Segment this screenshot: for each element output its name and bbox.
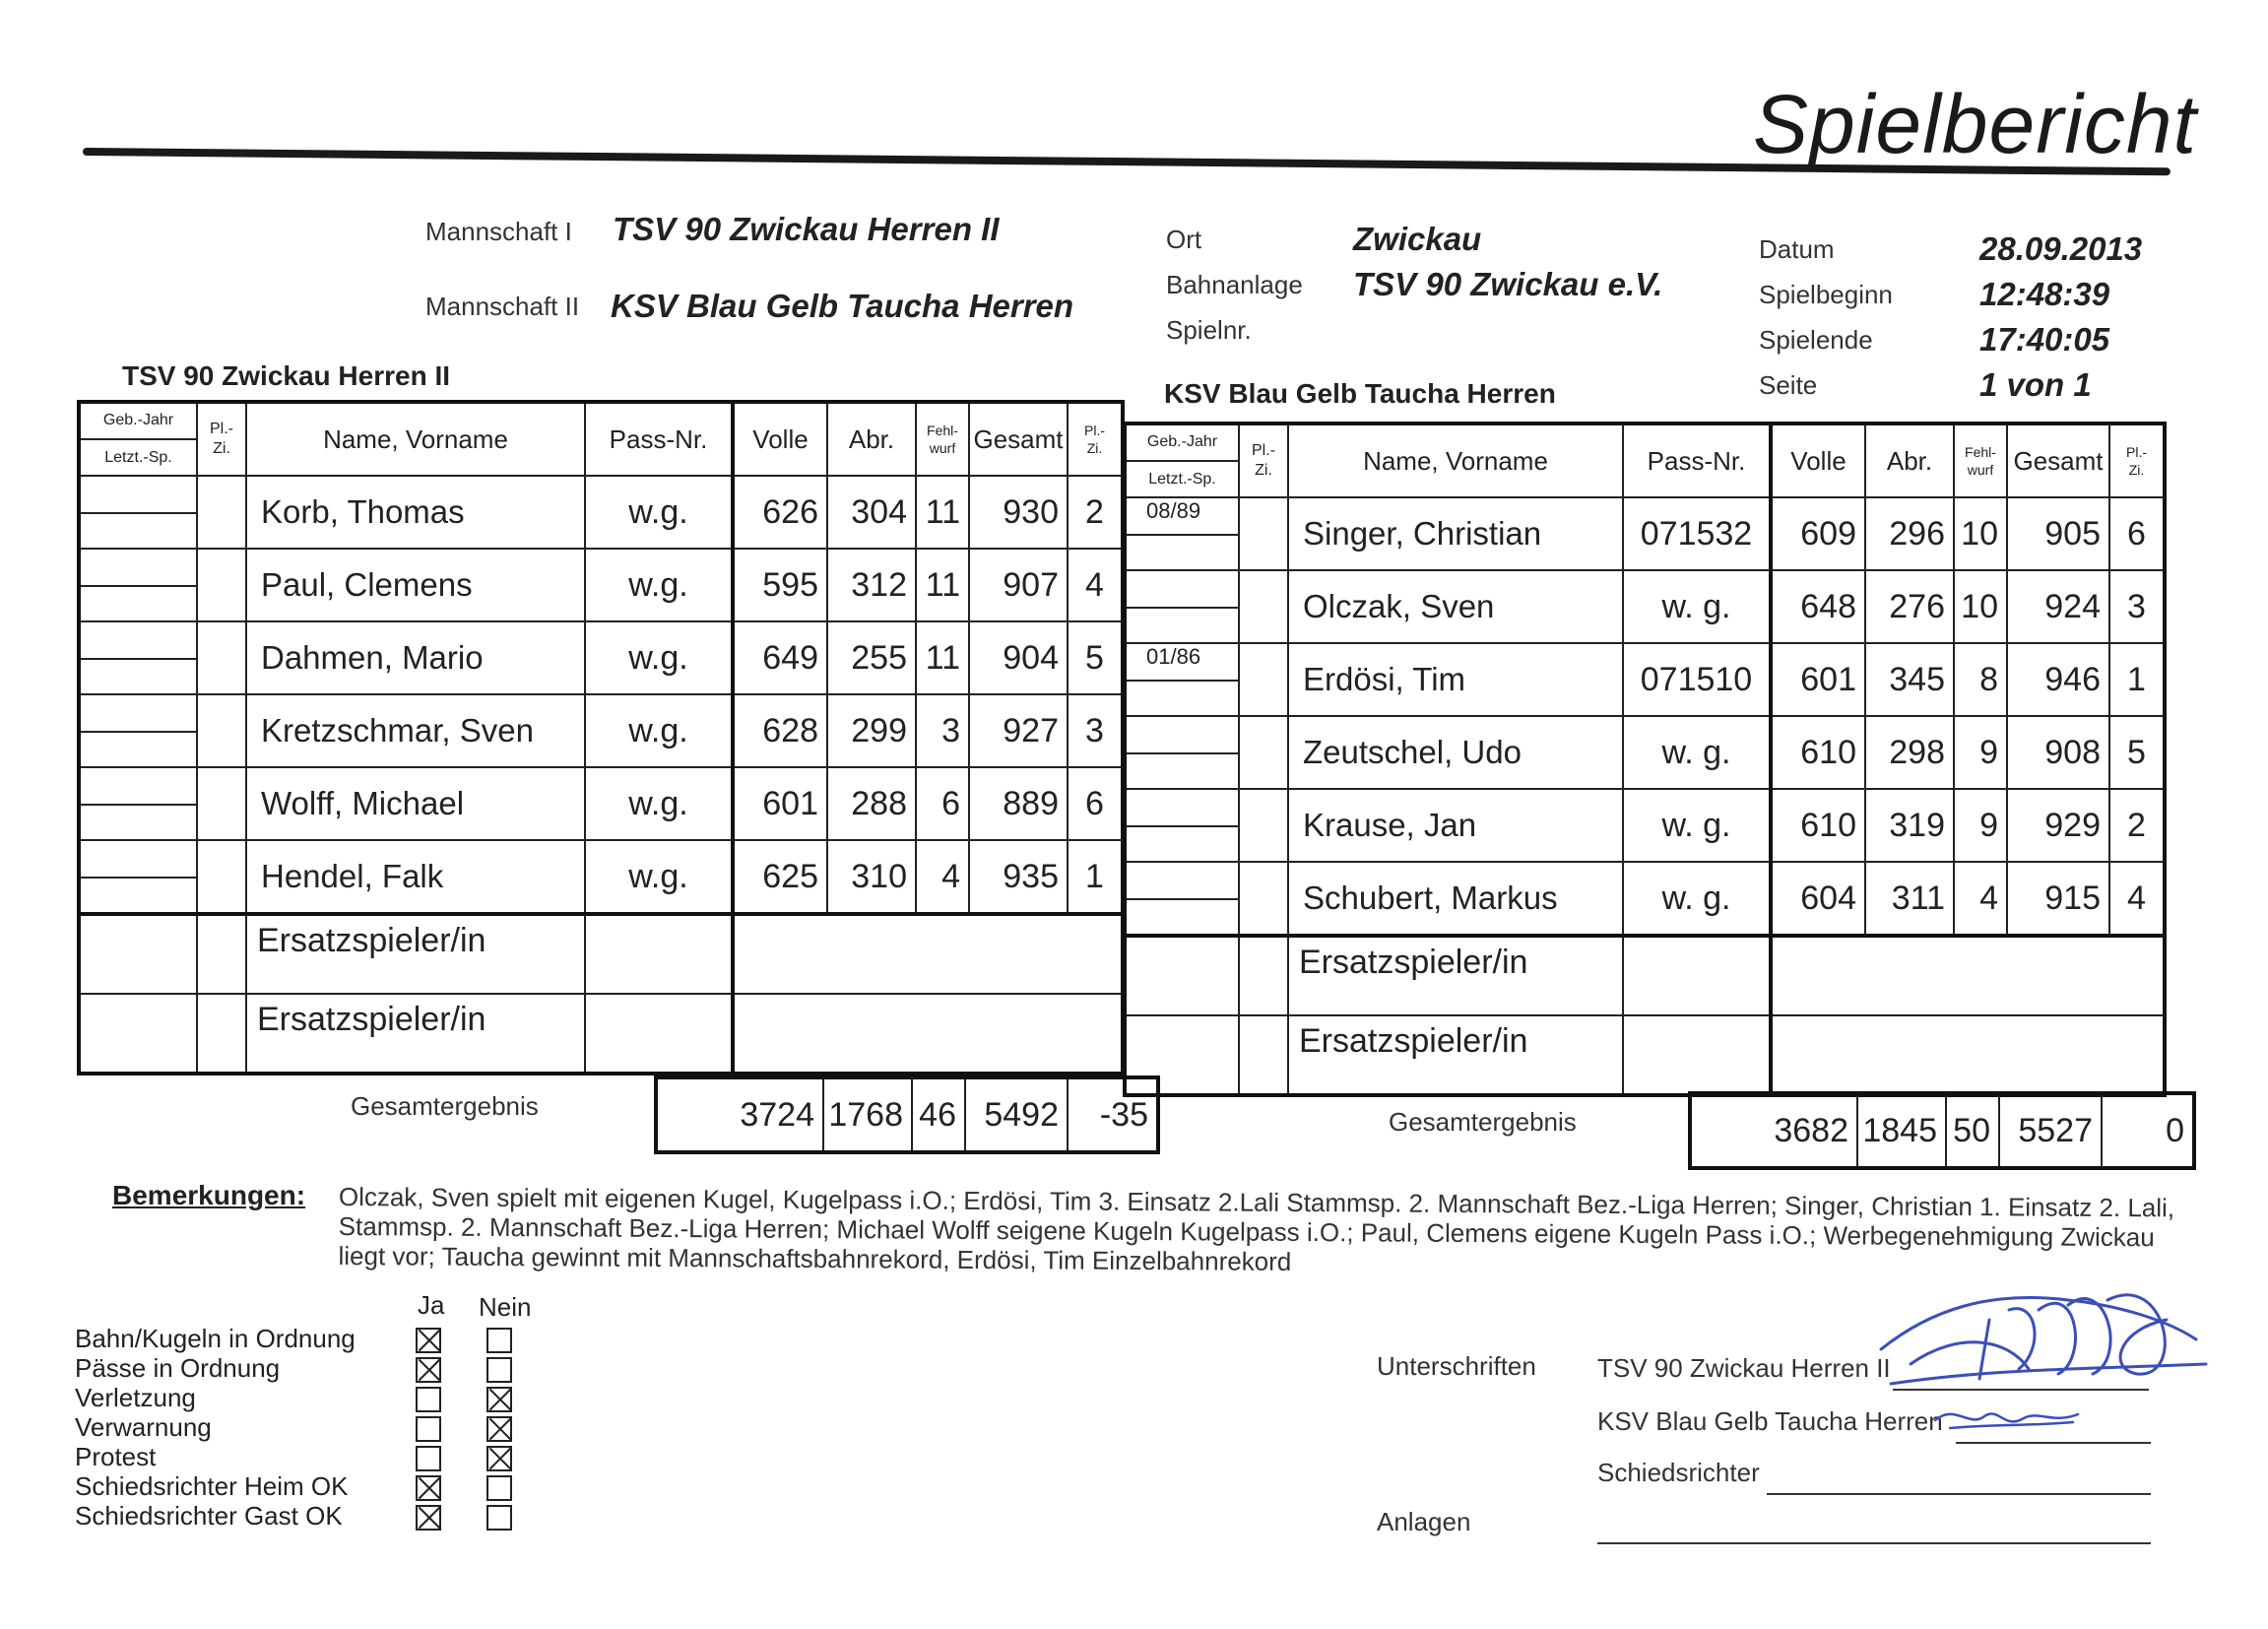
sig-schiedsrichter-line bbox=[1767, 1493, 2151, 1495]
player-name: Korb, Thomas bbox=[246, 476, 585, 549]
player-row bbox=[1125, 862, 2165, 936]
checkbox-ja[interactable] bbox=[416, 1387, 441, 1412]
pass-nr: w.g. bbox=[585, 840, 733, 914]
platz-value: 2 bbox=[2109, 789, 2165, 862]
fehlwurf-value: 11 bbox=[916, 549, 969, 621]
checkbox-nein[interactable] bbox=[486, 1475, 512, 1501]
pl-zi-left-cell bbox=[1239, 716, 1288, 789]
player-name: Hendel, Falk bbox=[246, 840, 585, 914]
platz-value: 1 bbox=[2109, 643, 2165, 716]
ersatz1-plzi bbox=[197, 914, 246, 994]
abr-value: 310 bbox=[827, 840, 916, 914]
gesamt-value: 946 bbox=[2007, 643, 2109, 716]
ersatz3-pass bbox=[1623, 936, 1771, 1015]
pl-zi-header-2 bbox=[2109, 424, 2165, 497]
bahnanlage-label: Bahnanlage bbox=[1166, 270, 1303, 299]
geb-jahr-cell bbox=[79, 549, 197, 621]
pl-zi-left-label-b: Zi. bbox=[213, 440, 230, 457]
geb-divider bbox=[81, 804, 196, 806]
platz-value: 3 bbox=[2109, 570, 2165, 643]
team2-total-volle: 3682 bbox=[1690, 1093, 1857, 1168]
sig-schiedsrichter-label: Schiedsrichter bbox=[1597, 1458, 1760, 1487]
geb-divider bbox=[1127, 898, 1238, 900]
spielbeginn-value: 12:48:39 bbox=[1979, 276, 2110, 312]
fehlwurf-header-2 bbox=[1954, 424, 2007, 497]
team2-total-abr: 1845 bbox=[1857, 1093, 1946, 1168]
volle-value: 610 bbox=[1771, 716, 1865, 789]
gesamt-value: 935 bbox=[969, 840, 1068, 914]
geb-divider bbox=[81, 877, 196, 879]
team1-gesamt-label: Gesamtergebnis bbox=[351, 1091, 539, 1121]
geb-jahr-header bbox=[79, 402, 197, 476]
ersatz3-label: Ersatzspieler/in bbox=[1288, 936, 1623, 1015]
ersatz2-pass bbox=[585, 994, 733, 1074]
volle-value: 601 bbox=[1771, 643, 1865, 716]
fehlwurf-value: 9 bbox=[1954, 716, 2007, 789]
geb-jahr-cell bbox=[1125, 497, 1239, 570]
anlagen-line bbox=[1597, 1542, 2151, 1544]
pl-zi-label-2b: Zi. bbox=[2128, 462, 2145, 478]
gesamt-value: 905 bbox=[2007, 497, 2109, 570]
name-header-2: Name, Vorname bbox=[1288, 424, 1623, 497]
team2-table bbox=[1123, 422, 2167, 1097]
team1-total-gesamt: 5492 bbox=[965, 1077, 1068, 1152]
team1-table bbox=[77, 400, 1125, 1075]
unterschriften-label: Unterschriften bbox=[1377, 1351, 1536, 1381]
team1-total-abr: 1768 bbox=[823, 1077, 912, 1152]
gesamt-value: 904 bbox=[969, 621, 1068, 694]
checkbox-nein[interactable] bbox=[486, 1328, 512, 1353]
mannschaft1-value: TSV 90 Zwickau Herren II bbox=[613, 211, 1000, 247]
player-name: Erdösi, Tim bbox=[1288, 643, 1623, 716]
player-name: Kretzschmar, Sven bbox=[246, 694, 585, 767]
abr-value: 276 bbox=[1865, 570, 1954, 643]
geb-jahr-cell bbox=[1125, 789, 1239, 862]
geb-jahr-cell bbox=[1125, 716, 1239, 789]
geb-divider bbox=[1127, 680, 1238, 682]
player-row bbox=[1125, 570, 2165, 643]
team2-heading: KSV Blau Gelb Taucha Herren bbox=[1164, 378, 1556, 409]
geb-jahr-cell bbox=[79, 767, 197, 840]
volle-value: 628 bbox=[733, 694, 827, 767]
geb-jahr-cell bbox=[79, 476, 197, 549]
pl-zi-left-cell bbox=[197, 694, 246, 767]
abr-value: 312 bbox=[827, 549, 916, 621]
platz-value: 1 bbox=[1068, 840, 1123, 914]
gesamt-header: Gesamt bbox=[969, 402, 1068, 476]
geb-jahr-cell bbox=[1125, 862, 1239, 936]
abr-value: 299 bbox=[827, 694, 916, 767]
fehlwurf-header bbox=[916, 402, 969, 476]
ersatz2-geb bbox=[79, 994, 197, 1074]
mannschaft1-label: Mannschaft I bbox=[425, 217, 572, 246]
player-name: Zeutschel, Udo bbox=[1288, 716, 1623, 789]
checklist-item-label: Verletzung bbox=[75, 1383, 196, 1412]
pass-nr: w. g. bbox=[1623, 862, 1771, 936]
pass-nr: 071532 bbox=[1623, 497, 1771, 570]
checklist-item-label: Verwarnung bbox=[75, 1412, 212, 1442]
abr-header: Abr. bbox=[827, 402, 916, 476]
volle-value: 648 bbox=[1771, 570, 1865, 643]
gesamt-value: 889 bbox=[969, 767, 1068, 840]
abr-value: 255 bbox=[827, 621, 916, 694]
checkbox-nein[interactable] bbox=[486, 1387, 512, 1412]
sig-team1-label: TSV 90 Zwickau Herren II bbox=[1597, 1353, 1891, 1383]
pl-zi-left-cell bbox=[197, 621, 246, 694]
volle-value: 649 bbox=[733, 621, 827, 694]
volle-header-2: Volle bbox=[1771, 424, 1865, 497]
volle-value: 625 bbox=[733, 840, 827, 914]
player-row bbox=[79, 621, 1123, 694]
pl-zi-left-cell bbox=[1239, 789, 1288, 862]
seite-label: Seite bbox=[1759, 370, 1818, 400]
pl-zi-left-label-2b: Zi. bbox=[1255, 462, 1272, 479]
gesamt-value: 924 bbox=[2007, 570, 2109, 643]
pl-zi-label-2a: Pl.- bbox=[2126, 444, 2147, 460]
ersatz2-plzi bbox=[197, 994, 246, 1074]
ort-label: Ort bbox=[1166, 225, 1202, 254]
platz-value: 5 bbox=[2109, 716, 2165, 789]
pl-zi-left-cell bbox=[1239, 570, 1288, 643]
gesamt-value: 929 bbox=[2007, 789, 2109, 862]
platz-value: 5 bbox=[1068, 621, 1123, 694]
datum-value: 28.09.2013 bbox=[1979, 230, 2143, 267]
fehlwurf-value: 4 bbox=[916, 840, 969, 914]
fehlwurf-value: 9 bbox=[1954, 789, 2007, 862]
pl-zi-header bbox=[1068, 402, 1123, 476]
datum-label: Datum bbox=[1759, 234, 1835, 264]
player-row bbox=[79, 694, 1123, 767]
player-name: Schubert, Markus bbox=[1288, 862, 1623, 936]
fehlwurf-label-a: Fehl- bbox=[927, 423, 958, 438]
abr-value: 296 bbox=[1865, 497, 1954, 570]
checkbox-nein[interactable] bbox=[486, 1505, 512, 1531]
page-title: Spielbericht bbox=[1753, 78, 2197, 170]
platz-value: 4 bbox=[1068, 549, 1123, 621]
pl-zi-left-cell bbox=[197, 840, 246, 914]
fehlwurf-value: 8 bbox=[1954, 643, 2007, 716]
pl-zi-left-label-2: Pl.- bbox=[1252, 442, 1275, 459]
abr-value: 288 bbox=[827, 767, 916, 840]
fehlwurf-value: 10 bbox=[1954, 570, 2007, 643]
geb-jahr-cell bbox=[79, 694, 197, 767]
platz-value: 6 bbox=[1068, 767, 1123, 840]
checkbox-nein[interactable] bbox=[486, 1446, 512, 1471]
abr-value: 311 bbox=[1865, 862, 1954, 936]
spielnr-label: Spielnr. bbox=[1166, 315, 1252, 345]
team1-heading: TSV 90 Zwickau Herren II bbox=[122, 360, 451, 391]
geb-jahr-cell bbox=[79, 840, 197, 914]
ersatz1-label: Ersatzspieler/in bbox=[246, 914, 585, 994]
pass-header: Pass-Nr. bbox=[585, 402, 733, 476]
volle-value: 604 bbox=[1771, 862, 1865, 936]
checklist-item-label: Bahn/Kugeln in Ordnung bbox=[75, 1324, 356, 1353]
team2-total-fehl: 50 bbox=[1946, 1093, 1999, 1168]
player-row bbox=[79, 767, 1123, 840]
checkbox-ja[interactable] bbox=[416, 1328, 441, 1353]
ersatz4-pass bbox=[1623, 1015, 1771, 1095]
fehlwurf-label-2b: wurf bbox=[1967, 462, 1994, 478]
volle-value: 626 bbox=[733, 476, 827, 549]
fehlwurf-label-b: wurf bbox=[929, 440, 956, 456]
geb-divider bbox=[1127, 534, 1238, 536]
gesamt-value: 927 bbox=[969, 694, 1068, 767]
pass-nr: w.g. bbox=[585, 621, 733, 694]
team2-gesamt-label: Gesamtergebnis bbox=[1389, 1107, 1577, 1137]
ersatz1-geb bbox=[79, 914, 197, 994]
player-name: Wolff, Michael bbox=[246, 767, 585, 840]
player-row bbox=[79, 476, 1123, 549]
player-row bbox=[79, 549, 1123, 621]
volle-value: 609 bbox=[1771, 497, 1865, 570]
geb-jahr-label: Geb.-Jahr bbox=[102, 412, 174, 428]
letzt-sp-label: Letzt.-Sp. bbox=[81, 438, 196, 468]
name-header: Name, Vorname bbox=[246, 402, 585, 476]
geb-jahr-cell bbox=[1125, 570, 1239, 643]
geb-jahr-header-2 bbox=[1125, 424, 1239, 497]
checklist-item-label: Schiedsrichter Heim OK bbox=[75, 1471, 349, 1501]
pl-zi-left-cell bbox=[197, 476, 246, 549]
ersatz1-scores bbox=[733, 914, 1123, 994]
volle-value: 595 bbox=[733, 549, 827, 621]
team2-total-gesamt: 5527 bbox=[1999, 1093, 2102, 1168]
geb-divider bbox=[81, 585, 196, 587]
ersatz1-pass bbox=[585, 914, 733, 994]
player-row bbox=[1125, 497, 2165, 570]
volle-value: 610 bbox=[1771, 789, 1865, 862]
pass-nr: w. g. bbox=[1623, 789, 1771, 862]
checkbox-ja[interactable] bbox=[416, 1475, 441, 1501]
geb-divider bbox=[1127, 607, 1238, 609]
checkbox-nein[interactable] bbox=[486, 1416, 512, 1442]
fehlwurf-value: 6 bbox=[916, 767, 969, 840]
sig-team2-line bbox=[1956, 1442, 2151, 1444]
geb-divider bbox=[1127, 752, 1238, 754]
bemerkungen-text: Olczak, Sven spielt mit eigenen Kugel, Kugelpass i.O.; Erdösi, Tim 3. Einsatz 2.Lali Stammsp. 2. Mannschaft Bez.-Liga Herren; Singer, Christian 1. Einsatz 2. Lali, Stammsp. 2. Mannschaft Bez.-Liga Herren; Michael Wolff seigene Kugeln Kugelpass i.O.; Paul, Clemens eigene Kugeln Pass i.O.; Werbegenehmigung Zwickau liegt vor; Taucha gewinnt mit Mannschaftsbahnrekord, Erdösi, Tim Einzelbahnrekord bbox=[338, 1182, 2175, 1276]
spielbeginn-label: Spielbeginn bbox=[1759, 280, 1893, 309]
player-row bbox=[1125, 789, 2165, 862]
letzt-sp-label-2: Letzt.-Sp. bbox=[1127, 460, 1238, 489]
player-row bbox=[1125, 716, 2165, 789]
pl-zi-label-b: Zi. bbox=[1086, 440, 1103, 456]
gesamt-value: 915 bbox=[2007, 862, 2109, 936]
ersatz3-scores bbox=[1771, 936, 2165, 1015]
abr-value: 319 bbox=[1865, 789, 1954, 862]
bahnanlage-value: TSV 90 Zwickau e.V. bbox=[1353, 266, 1663, 302]
checkbox-ja[interactable] bbox=[416, 1416, 441, 1442]
team1-total-row bbox=[654, 1075, 1160, 1154]
platz-value: 6 bbox=[2109, 497, 2165, 570]
pl-zi-label-a: Pl.- bbox=[1084, 423, 1105, 438]
geb-divider bbox=[1127, 825, 1238, 827]
gesamt-header-2: Gesamt bbox=[2007, 424, 2109, 497]
abr-value: 304 bbox=[827, 476, 916, 549]
pass-header-2: Pass-Nr. bbox=[1623, 424, 1771, 497]
ersatz3-geb bbox=[1125, 936, 1239, 1015]
spielende-label: Spielende bbox=[1759, 325, 1873, 355]
ersatz4-label: Ersatzspieler/in bbox=[1288, 1015, 1623, 1095]
ersatz3-plzi bbox=[1239, 936, 1288, 1015]
geb-jahr-cell bbox=[79, 621, 197, 694]
fehlwurf-value: 3 bbox=[916, 694, 969, 767]
spielende-value: 17:40:05 bbox=[1979, 321, 2110, 358]
fehlwurf-value: 4 bbox=[1954, 862, 2007, 936]
geb-divider bbox=[81, 658, 196, 660]
geb-jahr-label-2: Geb.-Jahr bbox=[1146, 433, 1218, 450]
mannschaft2-label: Mannschaft II bbox=[425, 292, 580, 321]
team2-total-row bbox=[1688, 1091, 2196, 1170]
volle-header: Volle bbox=[733, 402, 827, 476]
sig-team2-label: KSV Blau Gelb Taucha Herren bbox=[1597, 1406, 1943, 1436]
volle-value: 601 bbox=[733, 767, 827, 840]
pl-zi-left-label: Pl.- bbox=[210, 421, 233, 437]
seite-value: 1 von 1 bbox=[1979, 366, 2092, 403]
player-row bbox=[79, 840, 1123, 914]
pass-nr: w.g. bbox=[585, 767, 733, 840]
abr-value: 298 bbox=[1865, 716, 1954, 789]
geb-jahr-cell bbox=[1125, 643, 1239, 716]
checkbox-ja[interactable] bbox=[416, 1446, 441, 1471]
ersatz4-scores bbox=[1771, 1015, 2165, 1095]
pl-zi-left-header-2 bbox=[1239, 424, 1288, 497]
ersatz2-scores bbox=[733, 994, 1123, 1074]
checklist-item-label: Pässe in Ordnung bbox=[75, 1353, 281, 1383]
player-name: Paul, Clemens bbox=[246, 549, 585, 621]
signature-team2-scribble bbox=[1930, 1399, 2088, 1438]
pl-zi-left-cell bbox=[1239, 862, 1288, 936]
ja-label: Ja bbox=[418, 1290, 445, 1320]
abr-value: 345 bbox=[1865, 643, 1954, 716]
platz-value: 3 bbox=[1068, 694, 1123, 767]
geb-divider bbox=[81, 512, 196, 514]
signature-team1-scribble bbox=[1871, 1271, 2216, 1399]
team1-total-volle: 3724 bbox=[656, 1077, 823, 1152]
team1-total-diff: -35 bbox=[1068, 1077, 1158, 1152]
pass-nr: w.g. bbox=[585, 549, 733, 621]
ersatz2-label: Ersatzspieler/in bbox=[246, 994, 585, 1074]
team1-total-fehl: 46 bbox=[912, 1077, 965, 1152]
pl-zi-left-cell bbox=[197, 549, 246, 621]
pl-zi-left-cell bbox=[1239, 643, 1288, 716]
checkbox-ja[interactable] bbox=[416, 1505, 441, 1531]
checklist-item-label: Protest bbox=[75, 1442, 157, 1471]
pass-nr: w.g. bbox=[585, 694, 733, 767]
platz-value: 4 bbox=[2109, 862, 2165, 936]
player-name: Olczak, Sven bbox=[1288, 570, 1623, 643]
anlagen-label: Anlagen bbox=[1377, 1507, 1471, 1536]
geb-divider bbox=[81, 731, 196, 733]
geb-jahr-value: 08/89 bbox=[1146, 498, 1201, 523]
bemerkungen-label: Bemerkungen: bbox=[112, 1180, 306, 1210]
fehlwurf-value: 11 bbox=[916, 476, 969, 549]
player-row bbox=[1125, 643, 2165, 716]
fehlwurf-value: 10 bbox=[1954, 497, 2007, 570]
ort-value: Zwickau bbox=[1353, 221, 1482, 257]
checklist-item-label: Schiedsrichter Gast OK bbox=[75, 1501, 343, 1531]
nein-label: Nein bbox=[479, 1292, 532, 1322]
abr-header-2: Abr. bbox=[1865, 424, 1954, 497]
pl-zi-left-header bbox=[197, 402, 246, 476]
gesamt-value: 907 bbox=[969, 549, 1068, 621]
fehlwurf-value: 11 bbox=[916, 621, 969, 694]
pl-zi-left-cell bbox=[197, 767, 246, 840]
pass-nr: w. g. bbox=[1623, 570, 1771, 643]
gesamt-value: 908 bbox=[2007, 716, 2109, 789]
platz-value: 2 bbox=[1068, 476, 1123, 549]
checkbox-ja[interactable] bbox=[416, 1357, 441, 1383]
ersatz4-plzi bbox=[1239, 1015, 1288, 1095]
geb-jahr-value: 01/86 bbox=[1146, 644, 1201, 669]
team2-total-diff: 0 bbox=[2102, 1093, 2194, 1168]
mannschaft2-value: KSV Blau Gelb Taucha Herren bbox=[611, 288, 1074, 324]
fehlwurf-label-2a: Fehl- bbox=[1965, 444, 1996, 460]
gesamt-value: 930 bbox=[969, 476, 1068, 549]
pl-zi-left-cell bbox=[1239, 497, 1288, 570]
pass-nr: w.g. bbox=[585, 476, 733, 549]
player-name: Dahmen, Mario bbox=[246, 621, 585, 694]
pass-nr: w. g. bbox=[1623, 716, 1771, 789]
player-name: Krause, Jan bbox=[1288, 789, 1623, 862]
pass-nr: 071510 bbox=[1623, 643, 1771, 716]
player-name: Singer, Christian bbox=[1288, 497, 1623, 570]
checkbox-nein[interactable] bbox=[486, 1357, 512, 1383]
